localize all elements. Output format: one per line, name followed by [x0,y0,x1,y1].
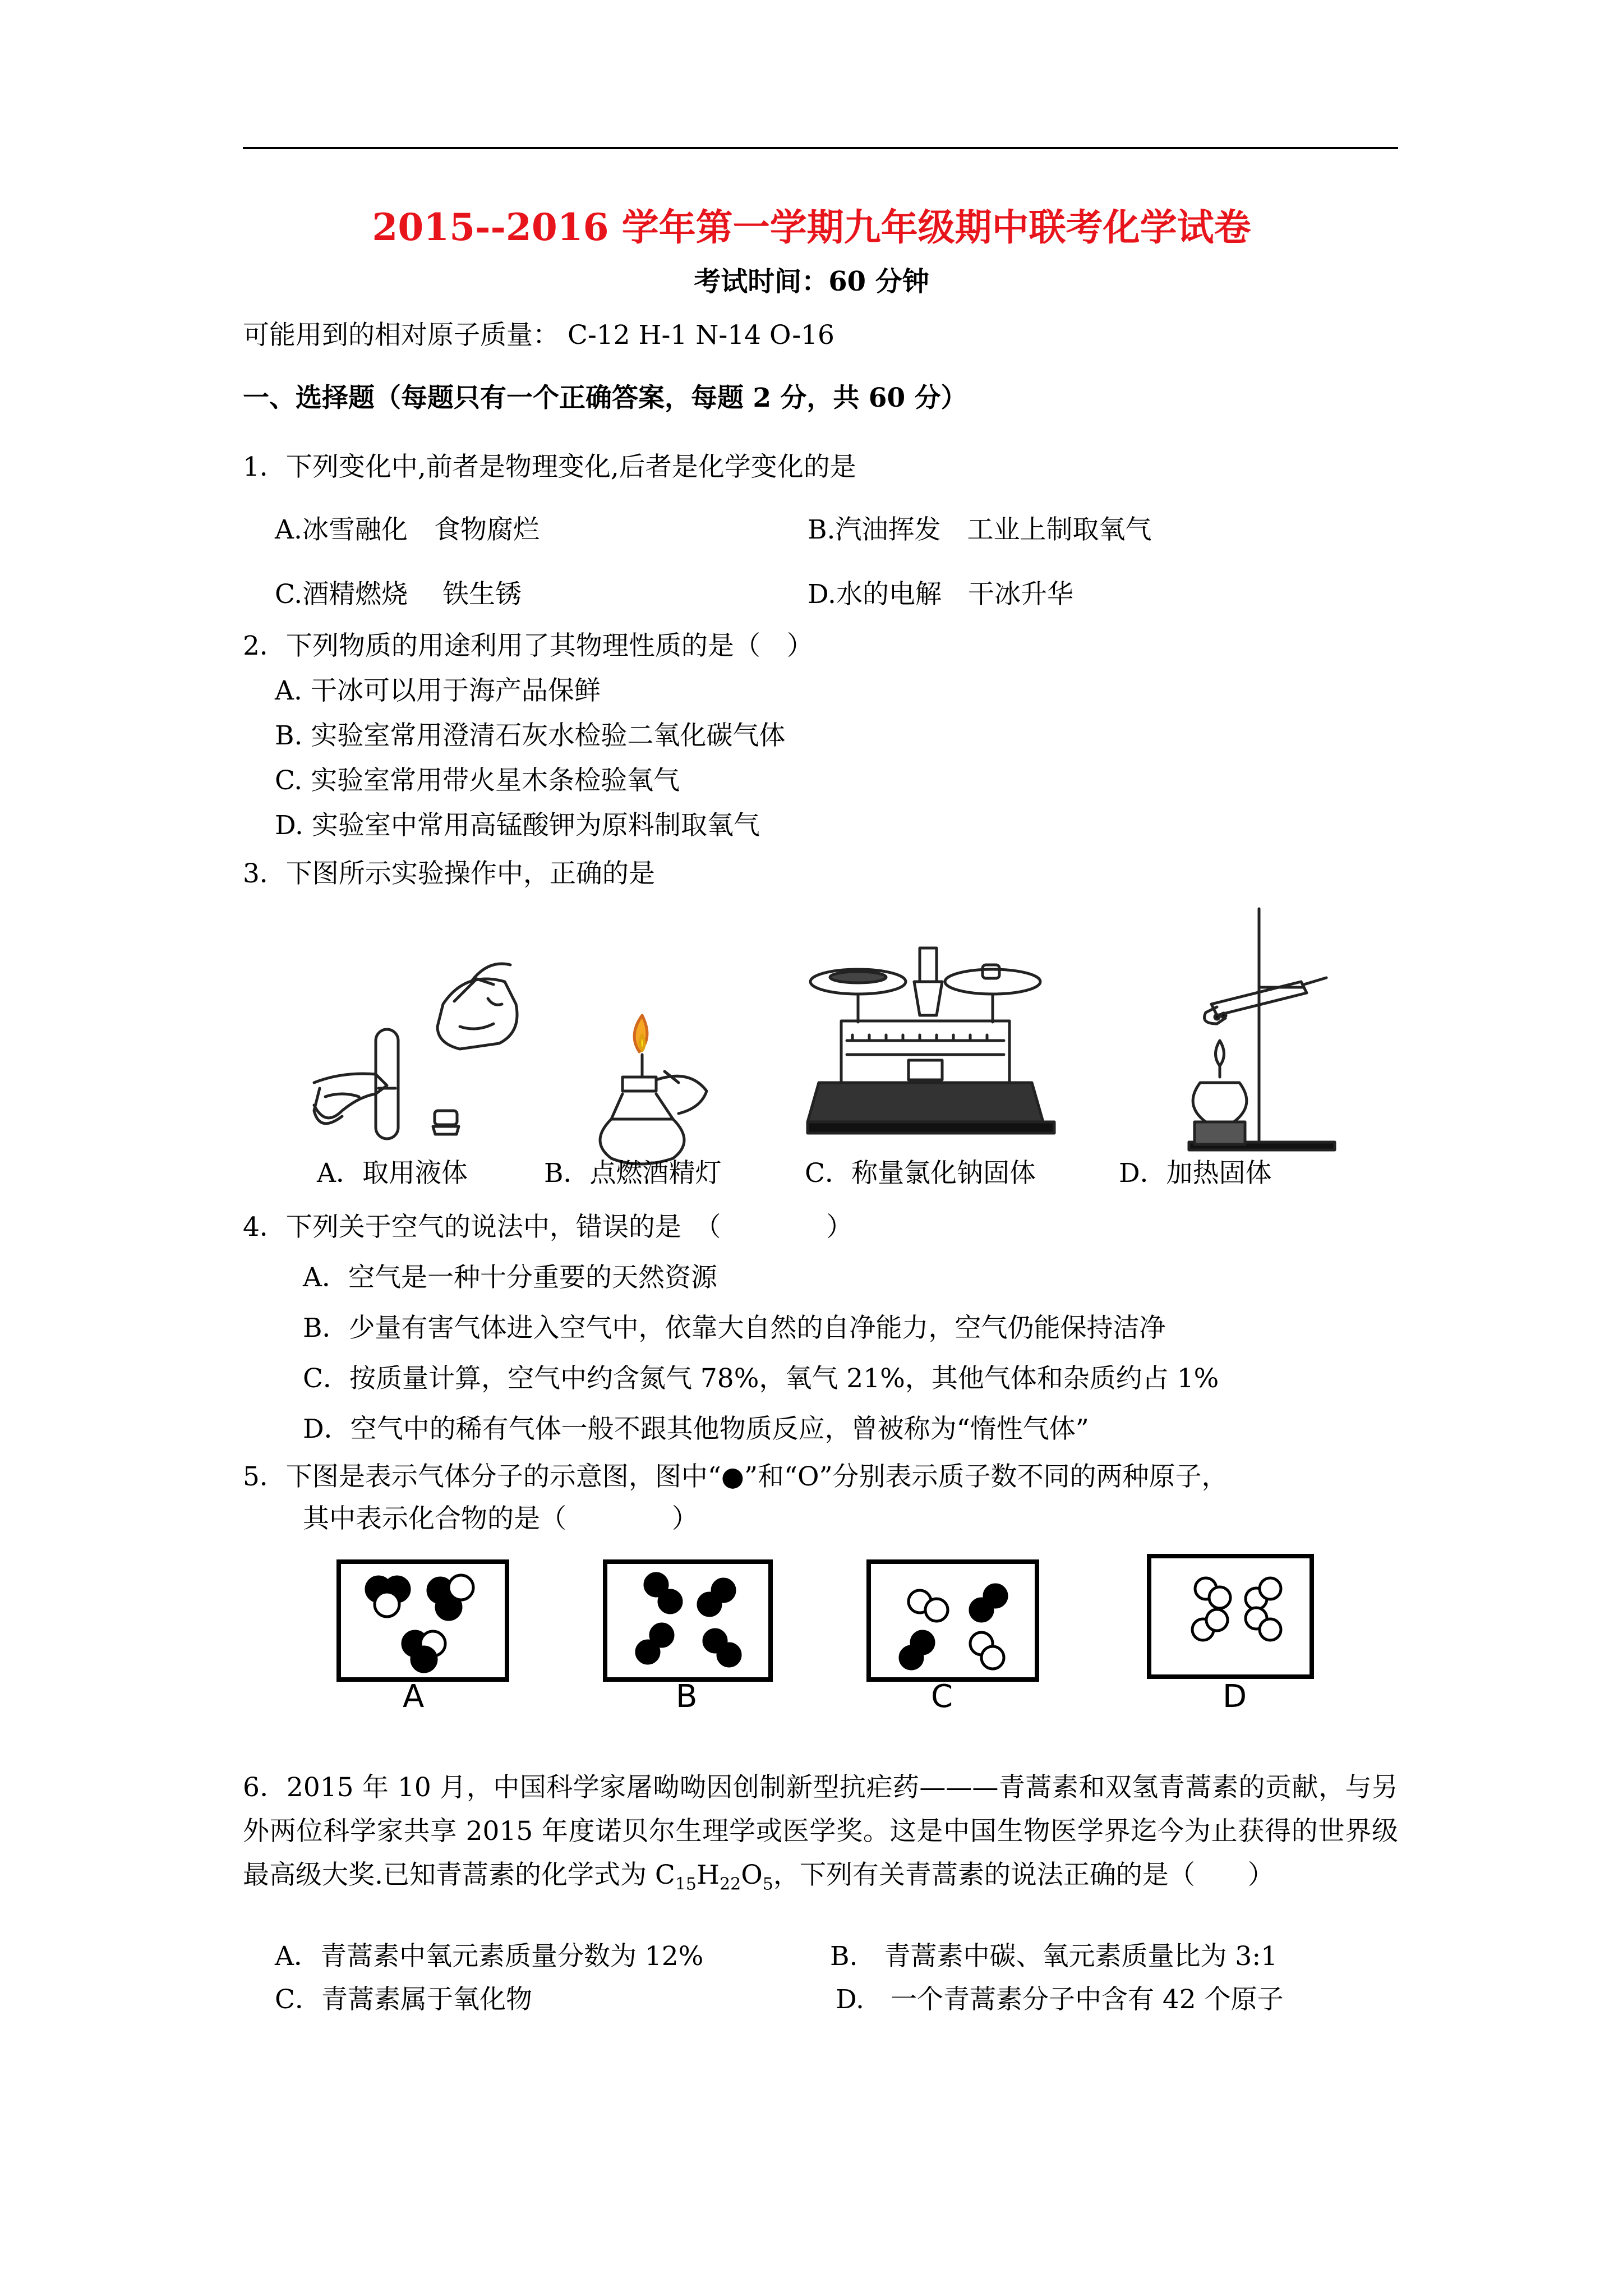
q2-stem: 2．下列物质的用途利用了其物理性质的是（ ） [243,631,813,661]
figure-alcohol-lamp [589,1004,723,1167]
q6-option-c: C．青蒿素属于氧化物 [275,1984,532,2015]
q4-stem: 4．下列关于空气的说法中，错误的是 （ ） [243,1212,853,1243]
q4-option-c: C．按质量计算，空气中约含氮气 78%，氧气 21%，其他气体和杂质约占 1% [303,1363,1219,1394]
exam-title: 2015--2016 学年第一学期九年级期中联考化学试卷 [372,205,1251,249]
figure-pour-liquid [303,920,538,1161]
q2-option-c: C. 实验室常用带火星木条检验氧气 [275,765,680,796]
q3-option-d: D．加热固体 [1119,1158,1272,1189]
q3-option-b: B．点燃酒精灯 [544,1158,722,1189]
atomic-mass-line: 可能用到的相对原子质量： C-12 H-1 N-14 O-16 [243,320,834,351]
q3-option-a: A．取用液体 [317,1158,468,1189]
q6-option-d: D. 一个青蒿素分子中含有 42 个原子 [836,1984,1284,2015]
header-rule [243,147,1398,149]
q3-option-c: C．称量氯化钠固体 [805,1158,1036,1189]
q2-option-a: A. 干冰可以用于海产品保鲜 [275,675,601,706]
figure-balance [808,942,1066,1167]
molecule-box-a [336,1559,516,1688]
q5-stem-line1: 5．下图是表示气体分子的示意图，图中“●”和“O”分别表示质子数不同的两种原子， [243,1461,1228,1492]
q6-stem: 6．2015 年 10 月，中国科学家屠呦呦因创制新型抗疟药———青蒿素和双氢青蒿素的贡献，与另外两位科学家共享 2015 年度诺贝尔生理学或医学奖。这是中国生物医学界迄今为止获得的世界级最高级大奖.已知青蒿素的化学式为 $C_{15}H_{22}O_5$，下列有关青蒿素的说法正确的是（ ） [243,1772,1398,1894]
q1-option-d: D.水的电解 干冰升华 [808,579,1073,610]
q1-option-c: C.酒精燃烧 铁生锈 [275,579,522,610]
q5-stem-line2: 其中表示化合物的是（ ） [303,1503,698,1534]
q4-option-d: D．空气中的稀有气体一般不跟其他物质反应，曾被称为“惰性气体” [303,1414,1089,1444]
molecule-label-b: B [676,1678,698,1715]
q4-option-a: A．空气是一种十分重要的天然资源 [303,1262,717,1293]
q1-option-a: A.冰雪融化 食物腐烂 [275,514,540,545]
exam-time: 考试时间：60 分钟 [694,266,929,297]
q6-option-b: B. 青蒿素中碳、氧元素质量比为 3:1 [830,1941,1278,1972]
q3-stem: 3．下图所示实验操作中，正确的是 [243,858,655,889]
q6-option-a: A．青蒿素中氧元素质量分数为 12% [275,1941,704,1972]
q1-option-b: B.汽油挥发 工业上制取氧气 [808,514,1152,545]
q2-option-d: D. 实验室中常用高锰酸钾为原料制取氧气 [275,810,760,841]
molecule-box-d [1147,1554,1326,1688]
q1-stem: 1．下列变化中,前者是物理变化,后者是化学变化的是 [243,452,856,482]
section-heading: 一、选择题（每题只有一个正确答案，每题 2 分，共 60 分） [243,383,967,413]
q4-option-b: B．少量有害气体进入空气中，依靠大自然的自净能力，空气仍能保持洁净 [303,1313,1166,1343]
molecule-label-c: C [931,1678,953,1715]
q2-option-b: B. 实验室常用澄清石灰水检验二氧化碳气体 [275,720,786,751]
molecule-label-a: A [403,1678,425,1715]
figure-heating-solid [1178,903,1346,1167]
molecule-box-b [603,1559,782,1688]
molecule-box-c [866,1559,1046,1688]
molecule-label-d: D [1223,1678,1247,1715]
